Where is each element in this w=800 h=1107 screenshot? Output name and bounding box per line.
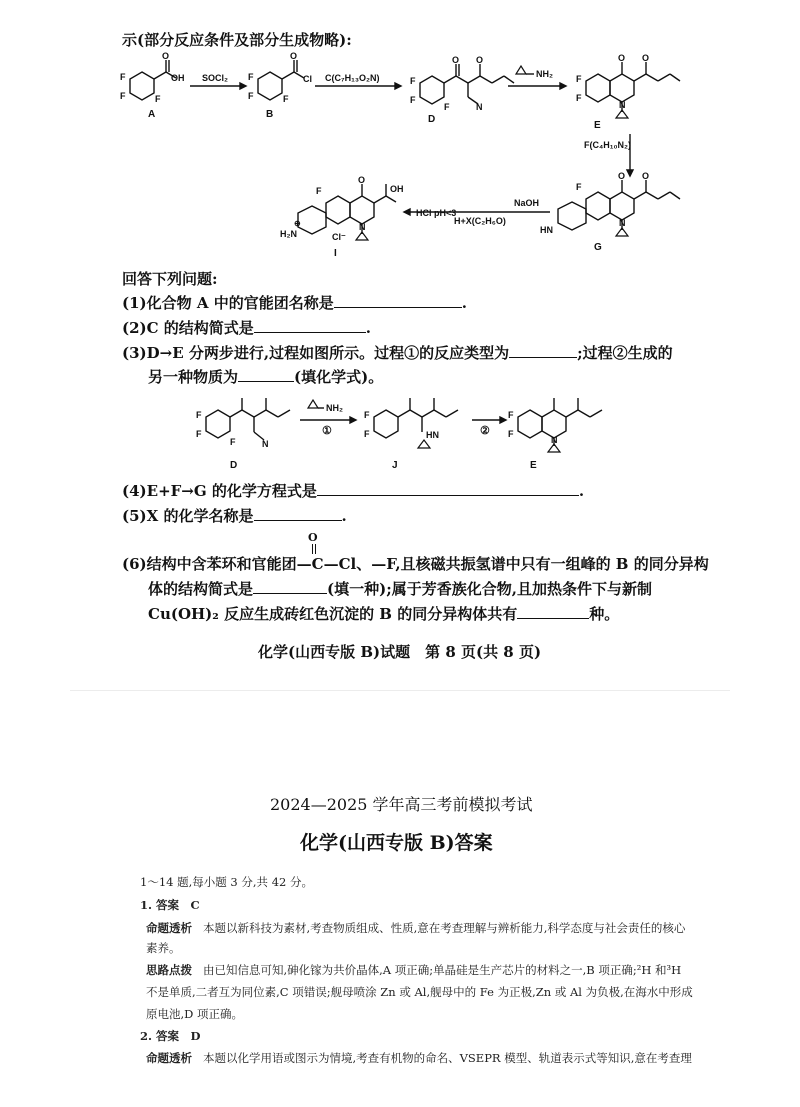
label-i: I [334, 248, 337, 259]
answer-1-line1 [146, 920, 685, 936]
question-6-text-b: 体的结构简式是 [148, 580, 254, 598]
answer-intro: 1～14 题,每小题 3 分,共 42 分。 [140, 875, 313, 889]
answer-2-line1 [146, 1050, 692, 1066]
atom-f-label: F [364, 410, 370, 420]
answer-blank-3b[interactable] [238, 367, 294, 382]
carbonyl-o-label: O [308, 531, 318, 544]
question-5 [122, 505, 347, 526]
atom-f-label: F [576, 182, 582, 192]
atom-hn-label: HN [426, 430, 439, 440]
reagent-amine: NH₂ [536, 69, 553, 79]
question-6-group: —C—Cl、—F,且核磁共振氢谱中只有一组峰的 B 的同分异构 [296, 555, 709, 573]
compound-e-sub [508, 398, 602, 471]
atom-o-label: O [618, 53, 626, 63]
answer-blank-6b[interactable] [517, 604, 589, 619]
atom-f-label: F [155, 94, 161, 104]
answer-1-line2b: 不是单质,二者互为同位素,C 项错误;舰母喷涂 Zn 或 Al,舰母中的 Fe 为正极,Zn 或 Al 为负极,在海水中形成 [146, 985, 693, 999]
atom-o-label: O [642, 171, 650, 181]
atom-n-label: N [619, 100, 626, 110]
atom-f-label: F [230, 437, 236, 447]
atom-h2n-label: H₂N [280, 229, 297, 239]
answer-2-label: 2. 答案 D [140, 1029, 201, 1043]
question-2 [122, 317, 371, 338]
compound-d-sub [196, 398, 290, 471]
question-5-text: (5)X 的化学名称是 [122, 507, 254, 525]
atom-hn-label: HN [540, 225, 553, 235]
compound-j [364, 398, 458, 471]
charge-plus-label: ⊕ [294, 219, 301, 228]
atom-cl-label: Cl [303, 74, 312, 84]
end-mark: . [578, 482, 585, 500]
atom-f-label: F [508, 410, 514, 420]
atom-f-label: F [508, 429, 514, 439]
answer-blank-5[interactable] [254, 506, 342, 521]
answer-blank-2[interactable] [254, 318, 366, 333]
atom-f-label: F [364, 429, 370, 439]
answer-blank-1[interactable] [334, 293, 462, 308]
atom-f-label: F [283, 94, 289, 104]
end-mark: . [365, 319, 372, 337]
atom-o-label: O [162, 52, 170, 61]
answer-title: 化学(山西专版 B)答案 [300, 832, 493, 854]
reagent-c-formula: C(C₇H₁₃O₂N) [325, 73, 380, 83]
question-6-text-a: (6)结构中含苯环和官能团 [122, 555, 297, 573]
atom-n-label: N [476, 102, 483, 112]
atom-n-label: N [262, 439, 269, 449]
carbonyl-bond [312, 544, 314, 554]
atom-f-label: F [196, 429, 202, 439]
label-b: B [266, 109, 274, 120]
atom-f-label: F [120, 72, 126, 82]
synthesis-scheme [110, 52, 710, 272]
reagent-socl2: SOCl₂ [202, 73, 229, 83]
chloride-label: Cl⁻ [332, 232, 346, 242]
tag-analysis: 命题透析 [146, 921, 192, 935]
page-footer: 化学(山西专版 B)试题 第 8 页(共 8 页) [258, 643, 542, 661]
atom-o-label: O [618, 171, 626, 181]
atom-n-label: N [551, 435, 558, 445]
atom-n-label: N [619, 218, 626, 228]
answer-1-text1: 本题以新科技为素材,考查物质组成、性质,意在考查理解与辨析能力,科学态度与社会责任的核心 [202, 921, 686, 935]
end-mark: . [341, 507, 347, 525]
question-3-line2 [148, 366, 383, 387]
compound-d [410, 55, 514, 125]
answer-1-line2 [146, 962, 681, 978]
question-6-text-c: (填一种);属于芳香族化合物,且加热条件下与新制 [327, 580, 652, 598]
atom-f-label: F [120, 91, 126, 101]
sub-scheme [190, 392, 620, 474]
page-divider [70, 690, 730, 691]
question-6-line2 [148, 578, 652, 599]
atom-f-label: F [410, 95, 416, 105]
atom-o-label: O [642, 53, 650, 63]
answer-blank-4[interactable] [317, 481, 579, 496]
question-3-text-c: 另一种物质为 [148, 368, 239, 386]
atom-n-label: N [359, 222, 366, 232]
label-d-sub: D [230, 460, 238, 471]
question-6-text-d: Cu(OH)₂ 反应生成砖红色沉淀的 B 的同分异构体共有 [148, 605, 518, 623]
atom-oh-label: OH [171, 73, 185, 83]
answer-1-line2c: 原电池,D 项正确。 [146, 1007, 244, 1021]
answer-blank-3a[interactable] [509, 343, 577, 358]
step-2-label: ② [480, 425, 490, 437]
reagent-hcl: HCl pH<3 [416, 208, 457, 218]
atom-f-label: F [576, 74, 582, 84]
question-3-line1 [122, 342, 673, 363]
reagent-hx: H+X(C₂H₆O) [454, 216, 506, 226]
atom-o-label: O [358, 175, 366, 185]
question-1 [122, 292, 467, 313]
atom-f-label: F [248, 91, 254, 101]
atom-f-label: F [576, 93, 582, 103]
atom-f-label: F [248, 72, 254, 82]
step-1-label: ① [322, 425, 332, 437]
question-3-text-d: (填化学式)。 [294, 368, 384, 386]
atom-o-label: O [452, 55, 460, 65]
atom-f-label: F [316, 186, 322, 196]
end-mark: . [461, 294, 467, 312]
answer-blank-6a[interactable] [253, 579, 327, 594]
tag-hint: 思路点拨 [146, 963, 192, 977]
atom-f-label: F [410, 76, 416, 86]
reagent-amine-sub: NH₂ [326, 403, 343, 413]
answer-1-text2: 由已知信息可知,砷化镓为共价晶体,A 项正确;单晶硅是生产芯片的材料之一,B 项正确;²H 和³H [202, 963, 682, 977]
label-g: G [594, 242, 602, 253]
answer-2-text1: 本题以化学用语或图示为情境,考查有机物的命名、VSEPR 模型、轨道表示式等知识,意在考查理 [202, 1051, 692, 1065]
question-6-line3 [148, 603, 619, 624]
atom-f-label: F [444, 102, 450, 112]
tag-analysis: 命题透析 [146, 1051, 192, 1065]
question-2-text: (2)C 的结构简式是 [122, 319, 254, 337]
label-a: A [148, 109, 156, 120]
atom-f-label: F [196, 410, 202, 420]
compound-e [576, 53, 680, 131]
reagent-naoh: NaOH [514, 198, 540, 208]
atom-oh-label: OH [390, 184, 404, 194]
intro-text: 示(部分反应条件及部分生成物略): [122, 31, 352, 49]
carbonyl-bond [315, 544, 317, 554]
question-3-text-b: ;过程②生成的 [577, 344, 673, 362]
atom-o-label: O [476, 55, 484, 65]
answer-header: 2024—2025 学年高三考前模拟考试 [270, 795, 533, 814]
compound-g [540, 171, 680, 253]
answer-heading: 回答下列问题: [122, 270, 218, 288]
label-d: D [428, 114, 436, 125]
compound-i [280, 175, 404, 259]
answer-1-line1b: 素养。 [146, 941, 181, 955]
question-4-text: (4)E+F→G 的化学方程式是 [122, 482, 317, 500]
reagent-f-formula: F(C₄H₁₀N₂) [584, 140, 632, 150]
question-4 [122, 480, 584, 501]
answer-1-label: 1. 答案 C [140, 898, 200, 912]
compound-a [120, 52, 185, 120]
atom-o-label: O [290, 52, 298, 61]
label-e-sub: E [530, 460, 537, 471]
label-j: J [392, 460, 398, 471]
question-3-text-a: (3)D→E 分两步进行,过程如图所示。过程①的反应类型为 [122, 344, 510, 362]
question-6-text-e: 种。 [589, 605, 620, 623]
label-e: E [594, 120, 601, 131]
compound-b [248, 52, 312, 120]
question-6-line1 [122, 553, 709, 574]
question-1-text: (1)化合物 A 中的官能团名称是 [122, 294, 334, 312]
